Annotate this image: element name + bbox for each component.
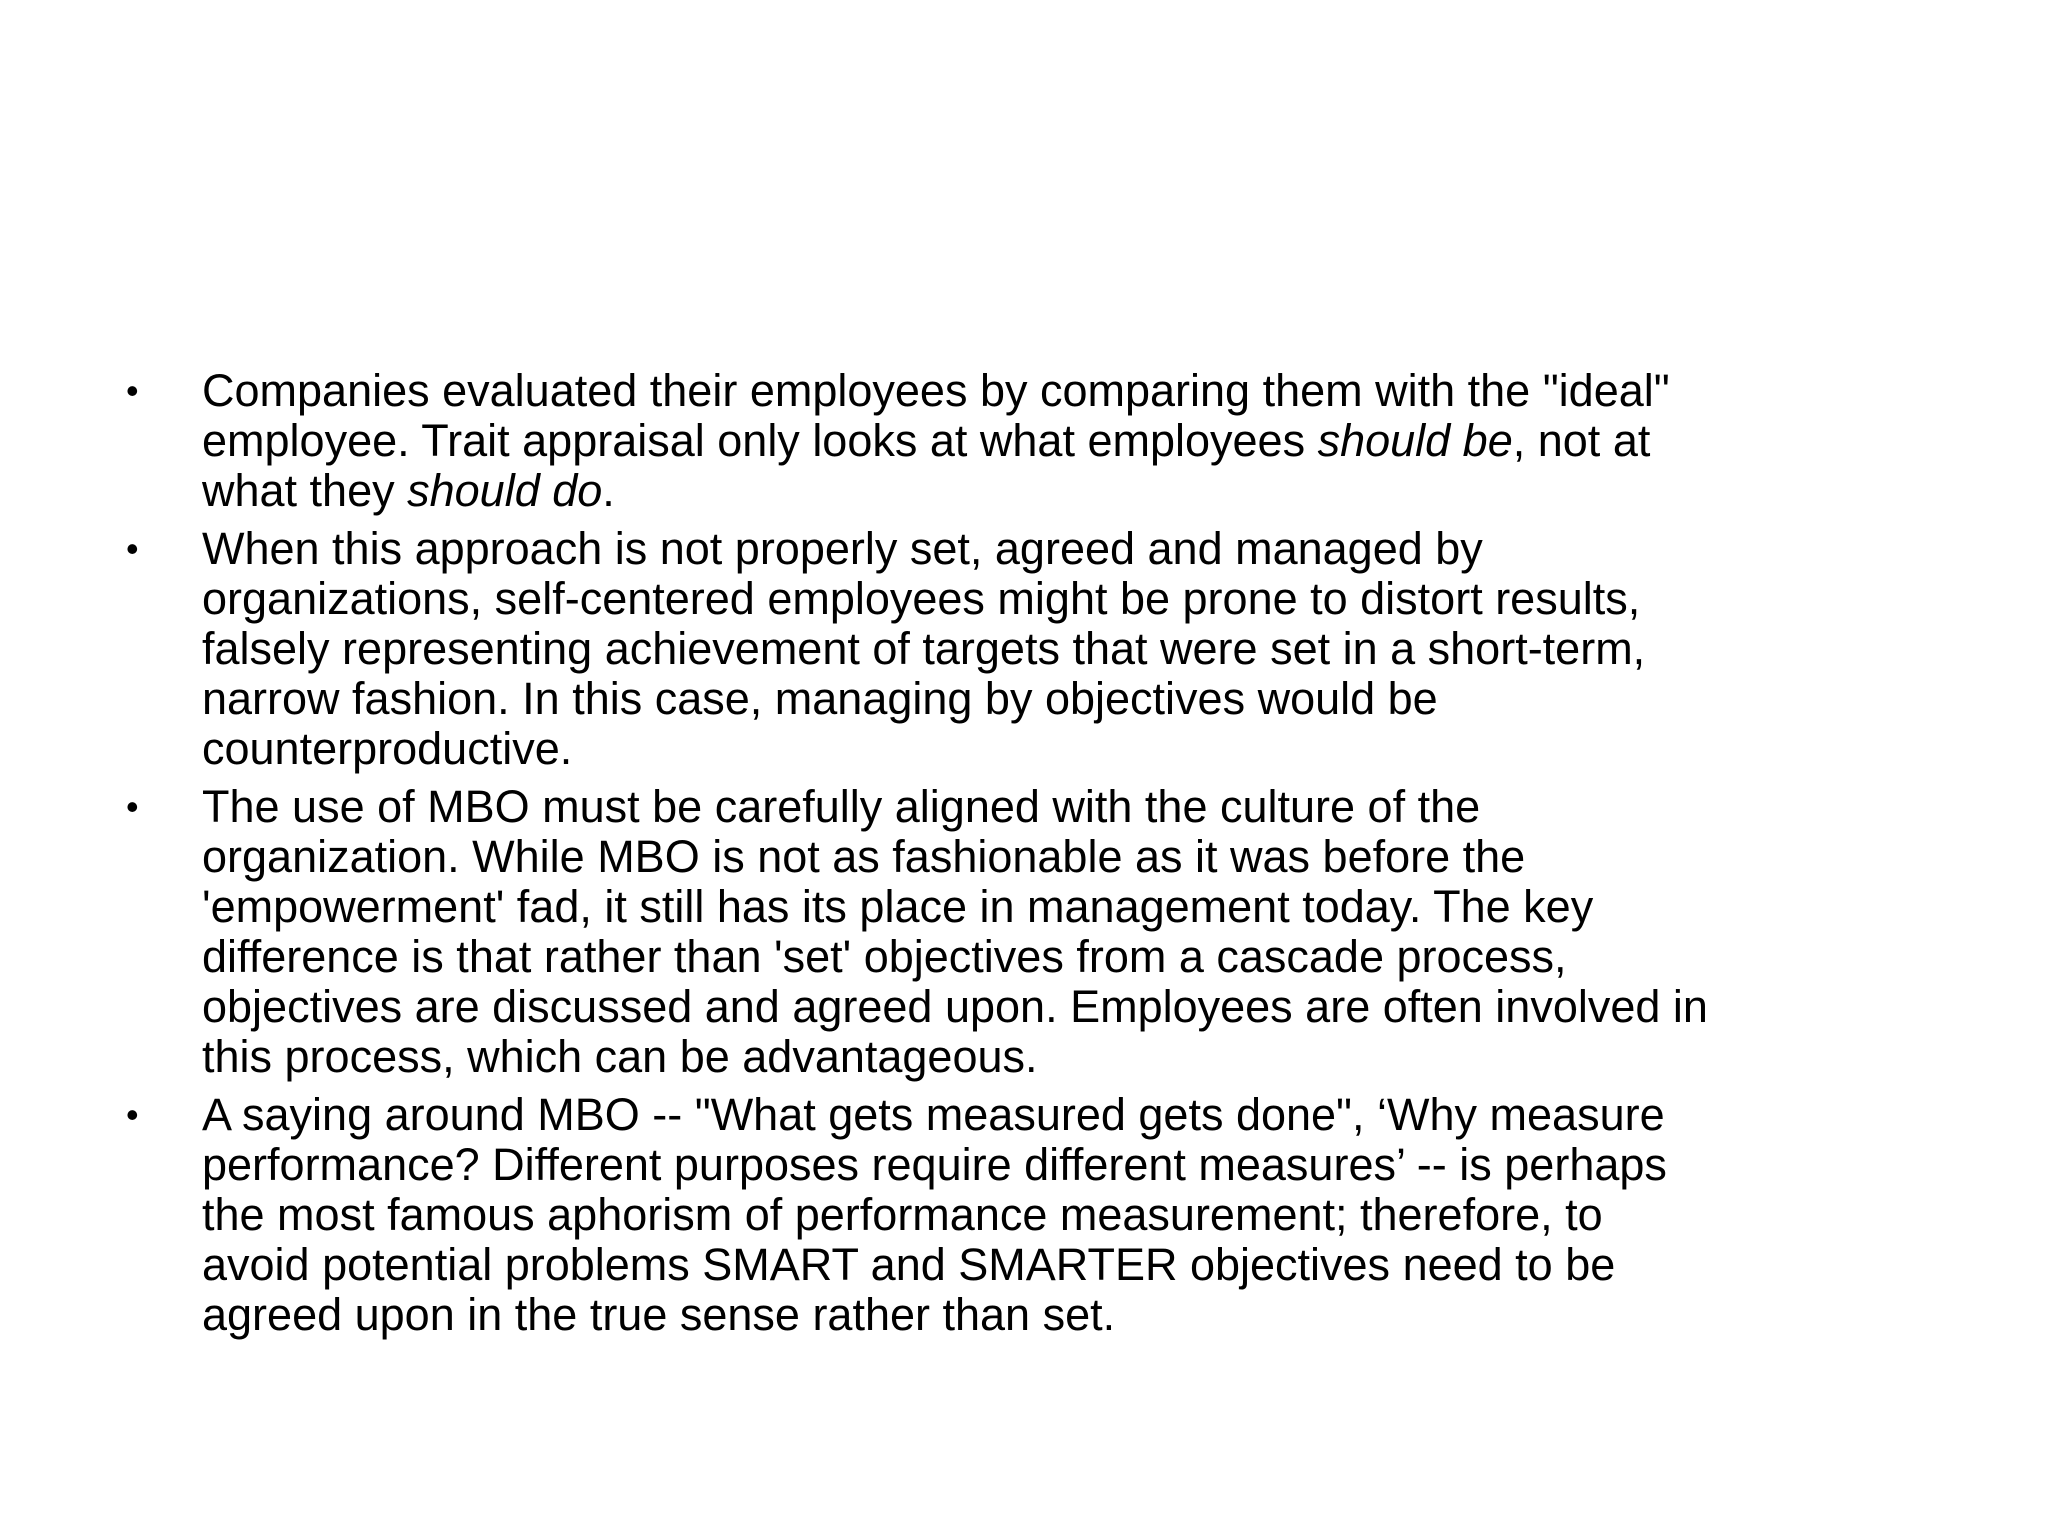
text-segment: this process, which can be advantageous. [202, 1031, 1038, 1082]
bullet-text-line [202, 882, 1954, 932]
bullet-text-line [202, 574, 1954, 624]
text-segment: employee. Trait appraisal only looks at what employees [202, 415, 1318, 466]
bullet-text-line [202, 466, 1954, 516]
bullet-point-icon: • [126, 1094, 139, 1135]
bullet-text-line [202, 674, 1954, 724]
text-segment: performance? Different purposes require different measures’ -- is perhaps [202, 1139, 1667, 1190]
bullet-item [124, 524, 1954, 774]
bullet-item [124, 782, 1954, 1082]
text-segment: A saying around MBO -- "What gets measured gets done", ‘Why measure [202, 1089, 1665, 1140]
text-segment: , not at [1512, 415, 1651, 466]
bullet-text-line [202, 1240, 1954, 1290]
text-segment: avoid potential problems SMART and SMARTER objectives need to be [202, 1239, 1616, 1290]
text-segment: . [602, 465, 615, 516]
text-segment: counterproductive. [202, 723, 573, 774]
italic-text: should do [407, 465, 603, 516]
bullet-point-icon: • [126, 786, 139, 827]
bullet-text-line [202, 1140, 1954, 1190]
text-segment: The use of MBO must be carefully aligned with the culture of the [202, 781, 1481, 832]
text-segment: 'empowerment' fad, it still has its place in management today. The key [202, 881, 1594, 932]
bullet-text-line [202, 624, 1954, 674]
bullet-text-line [202, 932, 1954, 982]
bullet-text-line [202, 366, 1954, 416]
bullet-text-line [202, 524, 1954, 574]
bullet-text-line [202, 724, 1954, 774]
bullet-point-icon: • [126, 528, 139, 569]
text-segment: agreed upon in the true sense rather than set. [202, 1289, 1116, 1340]
bullet-list [124, 366, 1954, 1348]
bullet-item [124, 366, 1954, 516]
text-segment: Companies evaluated their employees by comparing them with the "ideal" [202, 365, 1670, 416]
text-segment: difference is that rather than 'set' objectives from a cascade process, [202, 931, 1567, 982]
bullet-item [124, 1090, 1954, 1340]
bullet-text-line [202, 782, 1954, 832]
text-segment: falsely representing achievement of targets that were set in a short-term, [202, 623, 1646, 674]
bullet-text-line [202, 982, 1954, 1032]
bullet-text-line [202, 832, 1954, 882]
text-segment: the most famous aphorism of performance measurement; therefore, to [202, 1189, 1603, 1240]
text-segment: narrow fashion. In this case, managing by objectives would be [202, 673, 1438, 724]
bullet-text-line [202, 1190, 1954, 1240]
bullet-text-line [202, 1290, 1954, 1340]
bullet-point-icon: • [126, 370, 139, 411]
bullet-text-line [202, 1090, 1954, 1140]
text-segment: organization. While MBO is not as fashionable as it was before the [202, 831, 1526, 882]
text-segment: objectives are discussed and agreed upon. Employees are often involved in [202, 981, 1708, 1032]
bullet-text-line [202, 416, 1954, 466]
text-segment: what they [202, 465, 408, 516]
italic-text: should be [1317, 415, 1513, 466]
bullet-text-line [202, 1032, 1954, 1082]
text-segment: When this approach is not properly set, agreed and managed by [202, 523, 1483, 574]
text-segment: organizations, self-centered employees might be prone to distort results, [202, 573, 1641, 624]
